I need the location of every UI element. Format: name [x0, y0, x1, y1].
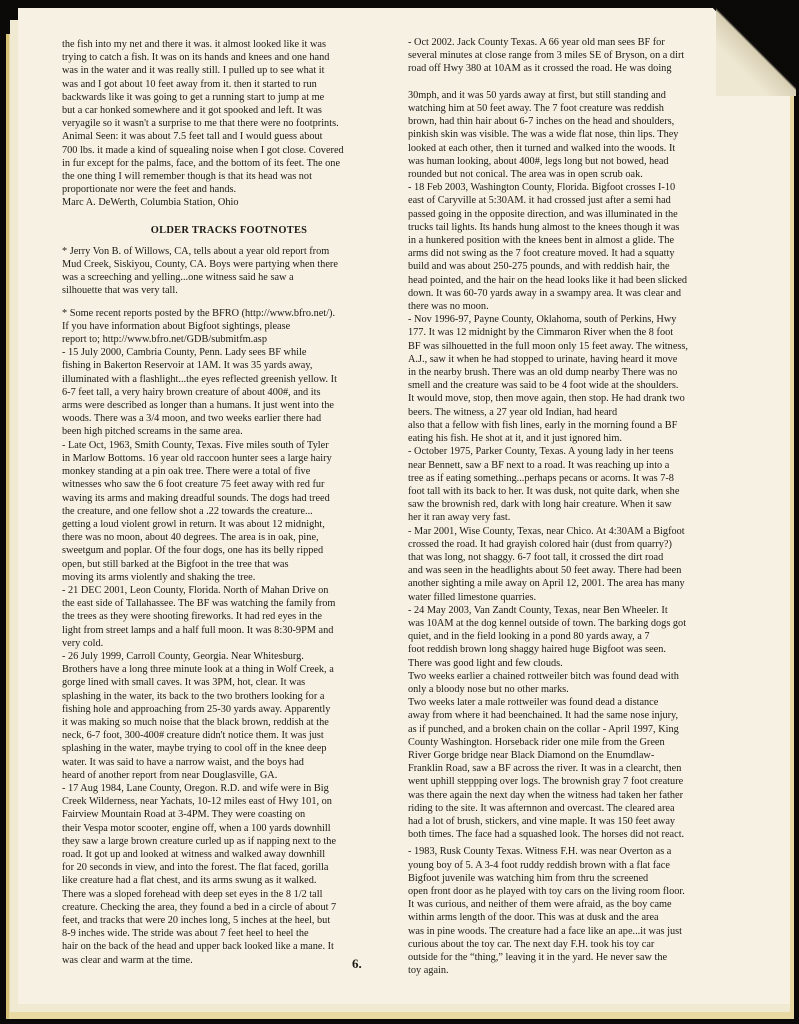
- page-number: 6.: [352, 956, 362, 971]
- section-heading: OLDER TRACKS FOOTNOTES: [150, 224, 308, 236]
- jerry-report: * Jerry Von B. of Willows, CA, tells about a year old report from Mud Creek, Siskiyou, County, CA. Boys were partying when there was a screeching and yelling...one witness said he saw a silhouette that was very tall.: [62, 245, 338, 297]
- left-column: [62, 38, 396, 967]
- bfro-reports: * Some recent reports posted by the BFRO (http://www.bfro.net/). If you have information about Bigfoot sightings, please report to; http://www.bfro.net/GDB/submitfm.asp - 15 July 2000, Cambria County, Penn. Lady sees BF while fishing in Bakerton Reservoir at 1AM. It was 35 yards away, illuminated with a flashlight...the eyes reflected greenish yellow. It 6-7 feet tall, a very hairy brown creature of about 400#, and its arms were described as longer than a humans. It just went into the woods. There was a 3/4 moon, and two weeks earlier there had been high pitched screams in the same area. - Late Oct, 1963, Smith County, Texas. Five miles south of Tyler in Marlow Bottoms. 16 year old raccoon hunter sees a large hairy monkey standing at a pin oak tree. There were a total of five witnesses who saw the 6 foot creature 75 feet away with red fur waving its arms and making dreadful sounds. The dogs had treed the creature, and one fellow shot a .22 towards the creature... getting a loud violent growl in return. It was about 12 midnight, there was no moon, about 40 degrees. The area is in oak, pine, sweetgum and poplar. Of the four dogs, one has its belly ripped open, but still barked at the Bigfoot in the tree that was moving its arms violently and shaking the tree. - 21 DEC 2001, Leon County, Florida. North of Mahan Drive on the east side of Tallahassee. The BF was watching the family from the trees as they were shooting fireworks. It had red eyes in the light from street lamps and a half full moon. It was 8:30-9PM and very cold. - 26 July 1999, Carroll County, Georgia. Near Whitesburg. Brothers have a long three minute look at a thing in Wolf Creek, a gorge lined with small caves. It was 3PM, hot, clear. It was splashing in the water, its back to the two brothers looking for a fishing hole and approaching from 25-30 yards away. Apparently it was making so much noise that the black brown, reddish at the neck, 6-7 foot, 300-400# creature didn't notice them. It was just splashing in the water, maybe trying to cool off in the knee deep water. It was said to have a narrow waist, and the boys had heard of another report from near Douglasville, GA. - 17 Aug 1984, Lane County, Oregon. R.D. and wife were in Big Creek Wilderness, near Yachats, 10-12 miles east of Hwy 101, on Fairview Mountain Road at 3-4PM. They were coasting on their Vespa motor scooter, engine off, when a 100 yards downhill they saw a large brown creature curled up as if napping next to the road. It got up and looked at witness and walked away downhill for 20 seconds in view, and into the forest. The flat faced, gorilla like creature had a flat chest, and its arms swung as it walked. There was a sloped forehead with deep set eyes in the 8 1/2 tall creature. Checking the area, they found a bed in a circle of about 7 feet, and tracks that were 20 inches long, 5 inches at the heel, but 8-9 inches wide. The stride was about 7 feet heel to heel the hair on the back of the head and upper back looked like a mane. It was clear and warm at the time.: [62, 307, 337, 966]
- jack-county-report: - Oct 2002. Jack County Texas. A 66 year old man sees BF for several minutes at close range from 3 miles SE of Bryson, on a dirt road off Hwy 380 at 10AM as it crossed the road. He was doing 30mph, and it was 50 yards away at first, but still standing and watching him at 50 feet away. The 7 foot creature was reddish brown, had thin hair about 6-7 inches on the head and shoulders, pinkish skin was visible. The was a wide flat nose, thin lips. They looked at each other, then it turned and walked into the woods. It was human looking, about 400#, legs long but not bowed, head rounded but not conical. The area was in open scrub oak. - 18 Feb 2003, Washington County, Florida. Bigfoot crosses I-10 east of Caryville at 5:30AM. it had crossed just after a semi had passed going in the opposite direction, and was illuminated in the trucks tail lights. Its hands hung almost to the knees though it was in a hunkered position with the knees bent in almost a glide. The arms did not swing as the 7 foot creature moved. It had a squatty build and was about 250-275 pounds, and with reddish hair, the head pointed, and the hair on the head looks like it had been slicked down. It was 60-70 yards away in a swampy area. It was clear and there was no moon. - Nov 1996-97, Payne County, Oklahoma, south of Perkins, Hwy 177. It was 12 midnight by the Cimmaron River when the 8 foot BF was silhouetted in the full moon only 15 feet away. The witness, A.J., saw it when he had stopped to urinate, having heard it move in the nearby brush. There was an old dump nearby There was no smell and the creature was said to be 4 foot wide at the shoulders. It would move, stop, then move again, then stop. He had drank two beers. The witness, a 27 year old Indian, had heard also that a fellow with fish lines, early in the morning found a BF eating his fish. He shot at it, and it just ignored him. - October 1975, Parker County, Texas. A young lady in her teens near Bennett, saw a BF next to a road. It was reaching up into a tree as if eating something...perhaps pecans or acorns. It was 7-8 foot tall with its back to her. It was dusk, not quite dark, when she saw the brownish red, dark with long hair creature. When it saw her it ran away very fast. - Mar 2001, Wise County, Texas, near Chico. At 4:30AM a Bigfoot crossed the road. It had grayish colored hair (dust from quarry?) that was long, not shaggy. 6-7 foot tall, it crossed the dirt road and was seen in the headlights about 50 feet away. There had been another sighting a mile away on April 12, 2001. The area has many water filled limestone quarries. - 24 May 2003, Van Zandt County, Texas, near Ben Wheeler. It was 10AM at the dog kennel outside of town. The barking dogs got quiet, and in the field looking in a pond 80 yards away, a 7 foot reddish brown long shaggy haired huge Bigfoot was seen. There was good light and few clouds. Two weeks earlier a chained rottweiler bitch was found dead with only a bloody nose but no other marks. Two weeks later a male rottweiler was found dead a distance away from where it had beenchained. It had the same nose injury, as if punched, and a broken chain on the collar - April 1997, King County Washington. Horseback rider one mile from the Green River Gorge bridge near Black Diamond on the Enumdlaw- Franklin Road, saw a BF across the river. It was in a clearcht, then went uphill steppping over logs. The brownish gray 7 foot creature was there again the next day when the witness had taken her father riding to the site. It was afternnon and overcast. The cleared area had a lot of brush, stickers, and vine maple. It was 150 feet away both times. The face had a squashed look. The horses did not react.: [408, 37, 688, 841]
- intro-report: the fish into my net and there it was. it almost looked like it was trying to catch a fish. It was on its hands and knees and one hand was in the water and it was really still. I pulled up to see what it was and I got about 10 feet away from it. then it started to run backwards like it was going to get a running start to jump at me but a car honked somewhere and it got spooked and left. It was veryagile so it wasn't a surprise to me that there were no footprints. Animal Seen: it was about 7.5 feet tall and I would guess about 700 lbs. it made a kind of squealing noise when I got close. Covered in fur except for the palms, face, and the bottom of its feet. The one the one thing I will remember though is that its head was not proportionate nor were the feet and hands. Marc A. DeWerth, Columbia Station, Ohio: [62, 39, 344, 209]
- rusk-county-report: - 1983, Rusk County Texas. Witness F.H. was near Overton as a young boy of 5. A 3-4 foot ruddy reddish brown with a flat face Bigfoot juvenile was watching him from thru the screened open front door as he played with toy cars on the living room floor. It was curious, and neither of them were afraid, as the boy came within arms length of the door. This was at dusk and the area was in pine woods. The creature had a face like an ape...it was just curious about the toy car. The next day F.H. took his toy car outside for the “thing,” leaving it in the yard. He never saw the toy again.: [408, 846, 685, 977]
- folded-corner: [716, 6, 796, 96]
- right-column: [408, 36, 722, 977]
